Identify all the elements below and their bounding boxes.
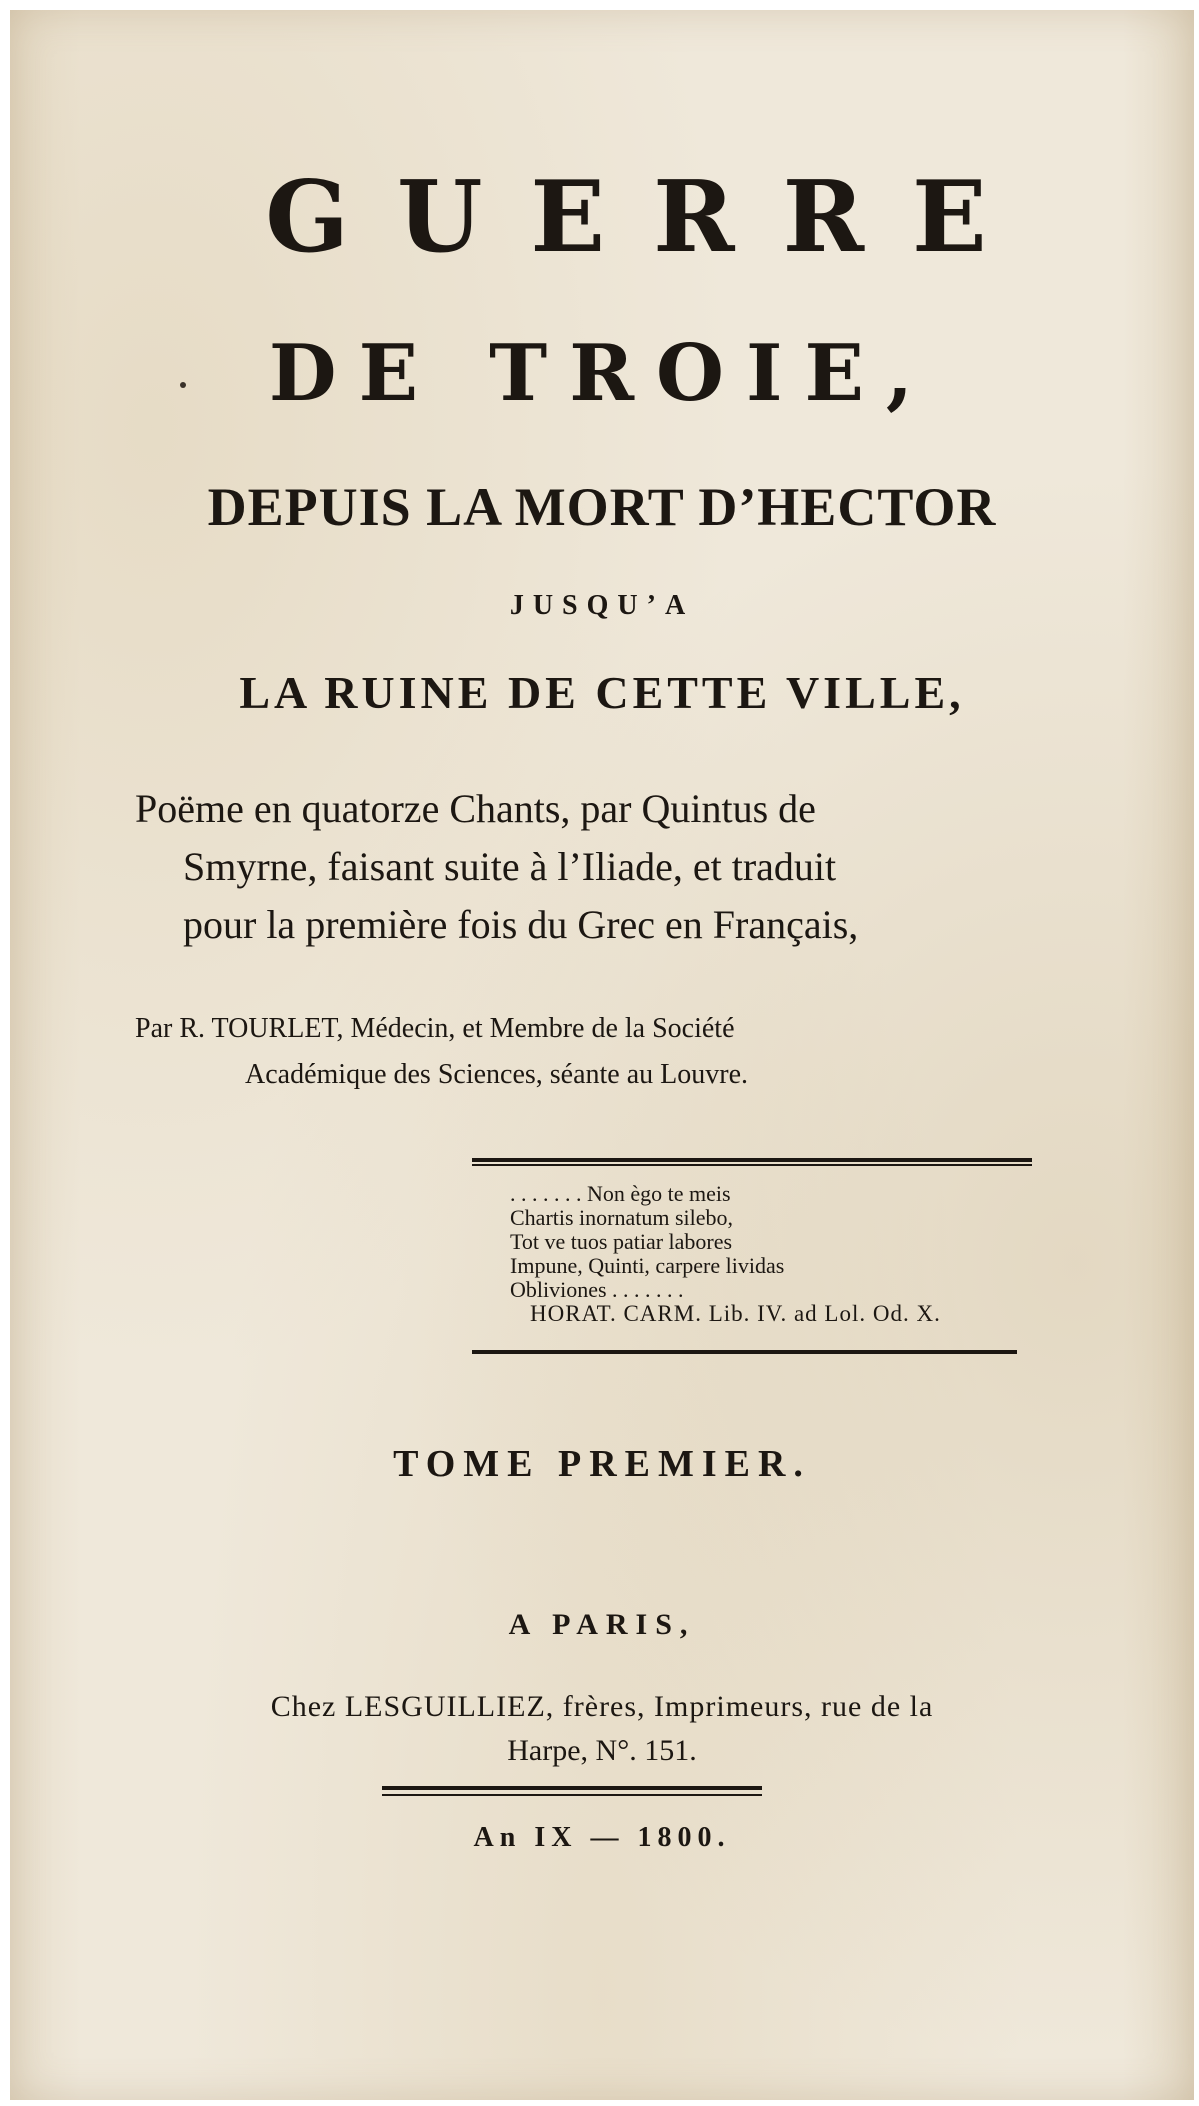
imprint-date: An IX — 1800. xyxy=(473,1822,731,1853)
epigraph-line-2: Chartis inornatum silebo, xyxy=(510,1205,734,1230)
imprint-city: A PARIS, xyxy=(508,1608,696,1641)
subtitle-line-2: Smyrne, faisant suite à l’Iliade, et traduit xyxy=(183,844,837,889)
title-line-jusqua: JUSQU’A xyxy=(509,590,695,621)
title-line-de-troie: DE TROIE, xyxy=(268,328,936,419)
author-block xyxy=(135,1006,1065,1098)
subtitle-line-1: Poëme en quatorze Chants, par Quintus de xyxy=(135,786,816,831)
epigraph-top-rule xyxy=(472,1158,1032,1162)
imprint-rule-top xyxy=(382,1786,762,1790)
title-line-depuis: DEPUIS LA MORT D’HECTOR xyxy=(207,477,997,537)
epigraph-attribution: HORAT. CARM. Lib. IV. ad Lol. Od. X. xyxy=(530,1301,941,1326)
author-line-2: Académique des Sciences, séante au Louvre. xyxy=(245,1059,749,1090)
volume-title: TOME PREMIER. xyxy=(393,1443,811,1485)
imprint-publisher-line-1: Chez LESGUILLIEZ, frères, Imprimeurs, rue de la xyxy=(270,1690,934,1723)
imprint-rule-bottom xyxy=(382,1794,762,1796)
epigraph-block xyxy=(510,1182,1030,1326)
imprint-publisher-line-2: Harpe, N°. 151. xyxy=(507,1734,697,1767)
title-line-la-ruine: LA RUINE DE CETTE VILLE, xyxy=(239,667,965,718)
epigraph-line-3: Tot ve tuos patiar labores xyxy=(510,1229,733,1254)
subtitle-block xyxy=(135,780,1065,954)
epigraph-line-5: Obliviones . . . . . . . xyxy=(510,1277,684,1302)
subtitle-line-3: pour la première fois du Grec en Français, xyxy=(183,902,859,947)
epigraph-line-1: . . . . . . . Non ègo te meis xyxy=(510,1181,731,1206)
epigraph-bottom-rule xyxy=(472,1350,1017,1354)
author-line-1: Par R. TOURLET, Médecin, et Membre de la Société xyxy=(135,1013,735,1044)
book-page xyxy=(10,10,1194,2100)
epigraph-line-4: Impune, Quinti, carpere lividas xyxy=(510,1253,785,1278)
epigraph-top-rule-thin xyxy=(472,1164,1032,1166)
title-line-guerre: GUERRE xyxy=(265,160,1035,275)
